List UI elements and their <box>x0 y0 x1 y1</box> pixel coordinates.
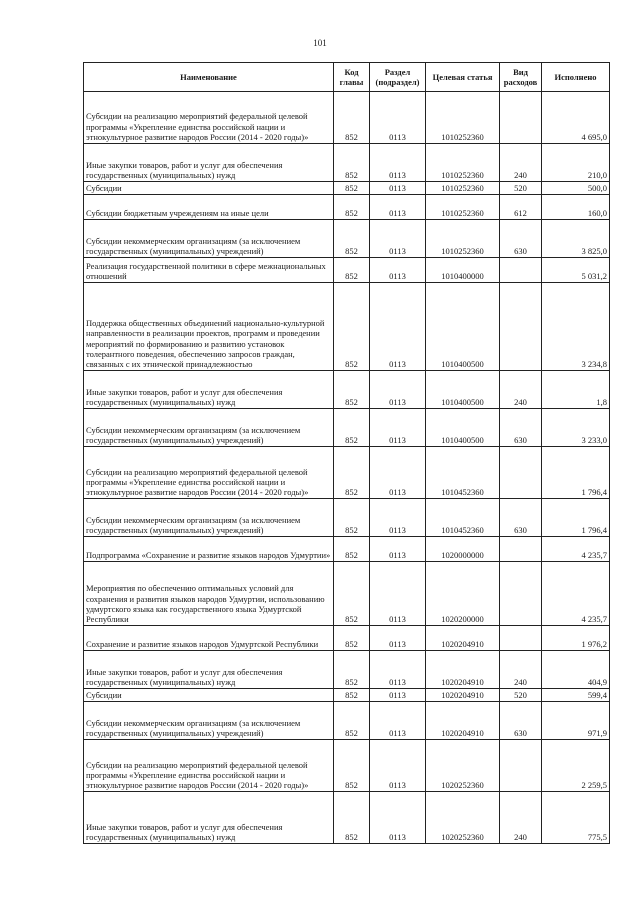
cell-vid: 240 <box>500 144 542 182</box>
cell-name: Иные закупки товаров, работ и услуг для обеспечения государственных (муниципальных) нужд <box>84 792 334 844</box>
cell-name: Субсидии на реализацию мероприятий федеральной целевой программы «Укрепление единства российской нации и этнокультурное развитие народов России (2014 - 2020 годы)» <box>84 447 334 499</box>
cell-kod: 852 <box>334 409 370 447</box>
cell-kod: 852 <box>334 258 370 283</box>
header-target: Целевая статья <box>426 63 500 92</box>
header-amount: Исполнено <box>542 63 610 92</box>
cell-vid <box>500 447 542 499</box>
cell-kod: 852 <box>334 220 370 258</box>
cell-vid <box>500 92 542 144</box>
cell-target: 1010252360 <box>426 182 500 195</box>
cell-vid: 240 <box>500 371 542 409</box>
cell-target: 1010252360 <box>426 92 500 144</box>
cell-razdel: 0113 <box>370 651 426 689</box>
cell-amount: 971,9 <box>542 702 610 740</box>
cell-name: Субсидии на реализацию мероприятий федеральной целевой программы «Укрепление единства российской нации и этнокультурное развитие народов России (2014 - 2020 годы)» <box>84 740 334 792</box>
cell-name: Сохранение и развитие языков народов Удмуртской Республики <box>84 626 334 651</box>
cell-razdel: 0113 <box>370 195 426 220</box>
cell-razdel: 0113 <box>370 499 426 537</box>
cell-target: 1020252360 <box>426 792 500 844</box>
cell-amount: 4 235,7 <box>542 537 610 562</box>
table-row <box>84 499 610 537</box>
table-row <box>84 220 610 258</box>
cell-amount: 4 695,0 <box>542 92 610 144</box>
cell-amount: 1 796,4 <box>542 447 610 499</box>
cell-name: Подпрограмма «Сохранение и развитие языков народов Удмуртии» <box>84 537 334 562</box>
cell-razdel: 0113 <box>370 258 426 283</box>
cell-target: 1010400500 <box>426 283 500 371</box>
cell-amount: 1,8 <box>542 371 610 409</box>
cell-name: Субсидии <box>84 689 334 702</box>
table-row <box>84 371 610 409</box>
cell-razdel: 0113 <box>370 562 426 626</box>
cell-razdel: 0113 <box>370 144 426 182</box>
cell-kod: 852 <box>334 283 370 371</box>
table-row <box>84 562 610 626</box>
cell-target: 1010252360 <box>426 195 500 220</box>
budget-table <box>83 62 610 844</box>
header-kod: Код главы <box>334 63 370 92</box>
cell-amount: 3 825,0 <box>542 220 610 258</box>
cell-name: Реализация государственной политики в сфере межнациональных отношений <box>84 258 334 283</box>
cell-target: 1010252360 <box>426 220 500 258</box>
cell-amount: 500,0 <box>542 182 610 195</box>
cell-target: 1010400500 <box>426 409 500 447</box>
cell-razdel: 0113 <box>370 740 426 792</box>
header-razdel: Раздел (подраздел) <box>370 63 426 92</box>
cell-razdel: 0113 <box>370 220 426 258</box>
cell-razdel: 0113 <box>370 409 426 447</box>
cell-name: Субсидии некоммерческим организациям (за исключением государственных (муниципальных) учреждений) <box>84 409 334 447</box>
table-row <box>84 447 610 499</box>
table-row <box>84 537 610 562</box>
cell-vid: 240 <box>500 651 542 689</box>
cell-name: Мероприятия по обеспечению оптимальных условий для сохранения и развития языков народов Удмуртии, использованию удмуртского языка как государственного языка Удмуртской Республики <box>84 562 334 626</box>
cell-vid <box>500 626 542 651</box>
cell-razdel: 0113 <box>370 537 426 562</box>
cell-kod: 852 <box>334 371 370 409</box>
table-row <box>84 409 610 447</box>
cell-kod: 852 <box>334 562 370 626</box>
cell-target: 1020000000 <box>426 537 500 562</box>
header-row <box>84 63 610 92</box>
cell-vid <box>500 537 542 562</box>
cell-vid <box>500 740 542 792</box>
cell-vid <box>500 562 542 626</box>
table-row <box>84 283 610 371</box>
page-number: 101 <box>313 38 327 48</box>
cell-amount: 5 031,2 <box>542 258 610 283</box>
cell-kod: 852 <box>334 499 370 537</box>
cell-vid: 612 <box>500 195 542 220</box>
cell-name: Субсидии некоммерческим организациям (за исключением государственных (муниципальных) учреждений) <box>84 499 334 537</box>
cell-kod: 852 <box>334 689 370 702</box>
cell-target: 1010252360 <box>426 144 500 182</box>
table-row <box>84 689 610 702</box>
cell-vid: 520 <box>500 689 542 702</box>
cell-kod: 852 <box>334 144 370 182</box>
cell-vid: 520 <box>500 182 542 195</box>
cell-amount: 4 235,7 <box>542 562 610 626</box>
cell-amount: 599,4 <box>542 689 610 702</box>
cell-razdel: 0113 <box>370 792 426 844</box>
cell-amount: 1 796,4 <box>542 499 610 537</box>
cell-target: 1020252360 <box>426 740 500 792</box>
cell-name: Субсидии на реализацию мероприятий федеральной целевой программы «Укрепление единства российской нации и этнокультурное развитие народов России (2014 - 2020 годы)» <box>84 92 334 144</box>
cell-vid: 240 <box>500 792 542 844</box>
cell-razdel: 0113 <box>370 689 426 702</box>
cell-name: Поддержка общественных объединений национально-культурной направленности в реализации проектов, программ и проведении мероприятий по формированию и развитию установок толерантного поведения, обеспечению запросов граждан, связанных с их этнической принадлежностью <box>84 283 334 371</box>
cell-amount: 160,0 <box>542 195 610 220</box>
cell-name: Субсидии бюджетным учреждениям на иные цели <box>84 195 334 220</box>
cell-kod: 852 <box>334 537 370 562</box>
table-row <box>84 195 610 220</box>
cell-vid <box>500 258 542 283</box>
cell-kod: 852 <box>334 447 370 499</box>
cell-name: Субсидии некоммерческим организациям (за исключением государственных (муниципальных) учреждений) <box>84 220 334 258</box>
cell-amount: 404,9 <box>542 651 610 689</box>
cell-vid: 630 <box>500 409 542 447</box>
header-name: Наименование <box>84 63 334 92</box>
table-row <box>84 651 610 689</box>
table-row <box>84 626 610 651</box>
cell-target: 1010400500 <box>426 371 500 409</box>
cell-razdel: 0113 <box>370 283 426 371</box>
cell-target: 1020200000 <box>426 562 500 626</box>
cell-kod: 852 <box>334 92 370 144</box>
table-row <box>84 740 610 792</box>
cell-razdel: 0113 <box>370 92 426 144</box>
cell-kod: 852 <box>334 702 370 740</box>
cell-name: Субсидии некоммерческим организациям (за исключением государственных (муниципальных) учреждений) <box>84 702 334 740</box>
cell-name: Иные закупки товаров, работ и услуг для обеспечения государственных (муниципальных) нужд <box>84 371 334 409</box>
cell-kod: 852 <box>334 651 370 689</box>
table-row <box>84 258 610 283</box>
cell-name: Иные закупки товаров, работ и услуг для обеспечения государственных (муниципальных) нужд <box>84 651 334 689</box>
cell-kod: 852 <box>334 195 370 220</box>
cell-vid: 630 <box>500 702 542 740</box>
cell-vid <box>500 283 542 371</box>
header-vid: Вид расходов <box>500 63 542 92</box>
cell-razdel: 0113 <box>370 182 426 195</box>
cell-kod: 852 <box>334 182 370 195</box>
cell-target: 1020204910 <box>426 689 500 702</box>
cell-amount: 3 234,8 <box>542 283 610 371</box>
cell-amount: 2 259,5 <box>542 740 610 792</box>
table-row <box>84 792 610 844</box>
cell-razdel: 0113 <box>370 371 426 409</box>
table-row <box>84 144 610 182</box>
cell-kod: 852 <box>334 740 370 792</box>
cell-amount: 3 233,0 <box>542 409 610 447</box>
cell-target: 1010452360 <box>426 499 500 537</box>
cell-amount: 210,0 <box>542 144 610 182</box>
cell-target: 1010400000 <box>426 258 500 283</box>
cell-vid: 630 <box>500 220 542 258</box>
cell-target: 1020204910 <box>426 702 500 740</box>
cell-amount: 775,5 <box>542 792 610 844</box>
cell-target: 1010452360 <box>426 447 500 499</box>
cell-name: Иные закупки товаров, работ и услуг для обеспечения государственных (муниципальных) нужд <box>84 144 334 182</box>
cell-target: 1020204910 <box>426 651 500 689</box>
table-row <box>84 92 610 144</box>
table-row <box>84 702 610 740</box>
cell-razdel: 0113 <box>370 626 426 651</box>
cell-name: Субсидии <box>84 182 334 195</box>
cell-razdel: 0113 <box>370 702 426 740</box>
cell-target: 1020204910 <box>426 626 500 651</box>
cell-vid: 630 <box>500 499 542 537</box>
cell-amount: 1 976,2 <box>542 626 610 651</box>
cell-razdel: 0113 <box>370 447 426 499</box>
table-row <box>84 182 610 195</box>
cell-kod: 852 <box>334 792 370 844</box>
cell-kod: 852 <box>334 626 370 651</box>
